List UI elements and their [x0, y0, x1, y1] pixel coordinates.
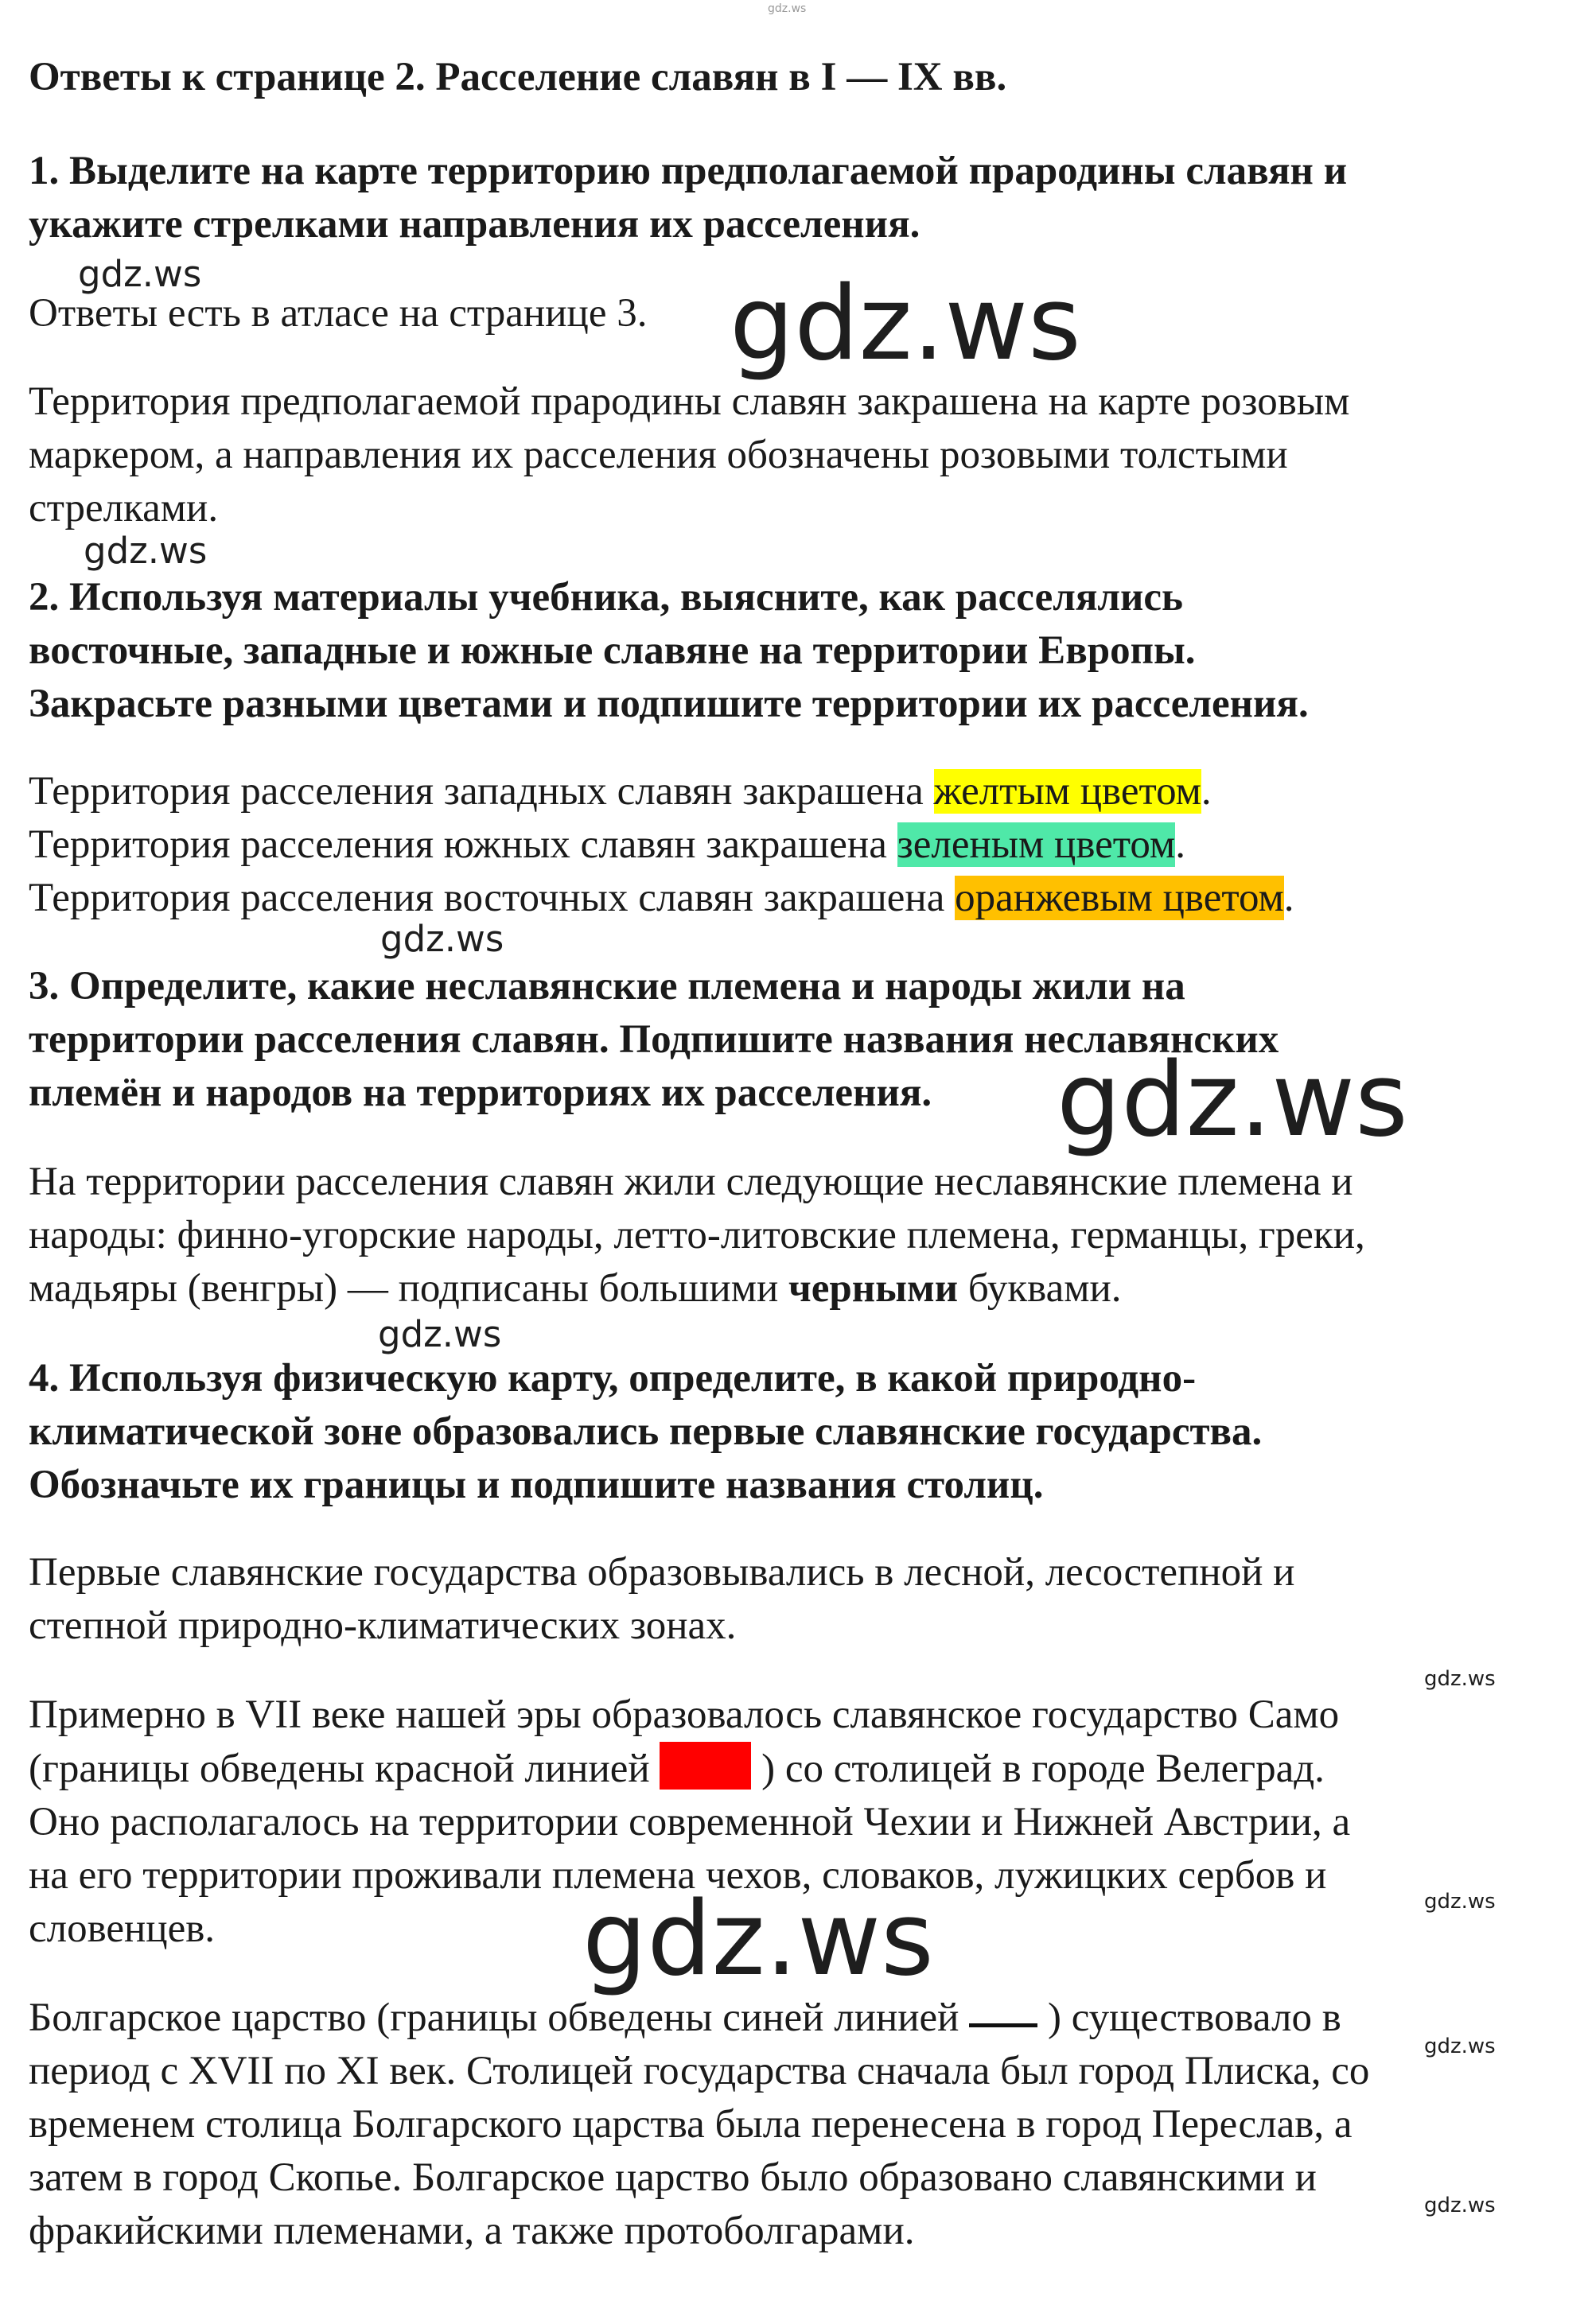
- question-2: 2. Используя материалы учебника, выясните, как расселялись восточные, западные и южные славяне на территории Европы. Закрасьте разными цветами и подпишите территории их расселения.: [29, 575, 1309, 726]
- highlight-yellow: желтым цветом: [933, 769, 1201, 814]
- question-1: 1. Выделите на карте территорию предполагаемой прародины славян и укажите стрелками направления их расселения.: [29, 149, 1348, 247]
- answer-2-south: Территория расселения южных славян закрашена зеленым цветом.: [29, 822, 1185, 867]
- answer-1-text: Территория предполагаемой прародины славян закрашена на карте розовым маркером, а направления их расселения обозначены розовыми толстыми стрелками.: [29, 379, 1350, 530]
- answer-4-zones: Первые славянские государства образовывались в лесной, лесостепной и степной природно-климатических зонах.: [29, 1550, 1295, 1648]
- watermark: gdz.ws: [1424, 2034, 1496, 2058]
- watermark: gdz.ws: [1424, 1890, 1496, 1914]
- watermark: gdz.ws: [380, 918, 504, 960]
- watermark: gdz.ws: [78, 253, 202, 295]
- blue-line-swatch: [969, 2023, 1037, 2027]
- answer-4-bulgaria: Болгарское царство (границы обведены синей линией ) существовало в период с XVII по XI век. Столицей государства сначала был город Плиска, со временем столица Болгарского царства была перенесена в город Переслав, а затем в город Скопье. Болгарское царство было образовано славянскими и фракийскими племенами, а также протоболгарами.: [29, 1996, 1370, 2253]
- highlight-green: зеленым цветом: [897, 822, 1176, 867]
- answer-4-samo: Примерно в VII веке нашей эры образовалось славянское государство Само (границы обведены красной линией ) со столицей в городе Велеград. Оно располагалось на территории современной Чехии и Нижней Австрии, а на его территории проживали племена чехов, словаков, лужицких сербов и словенцев.: [29, 1692, 1351, 1951]
- question-4: 4. Используя физическую карту, определите, в какой природно- климатической зоне образовались первые славянские государства. Обозначьте их границы и подпишите названия столиц.: [29, 1356, 1263, 1507]
- answer-2-east: Территория расселения восточных славян закрашена оранжевым цветом.: [29, 876, 1294, 920]
- watermark: gdz.ws: [378, 1313, 502, 1355]
- answer-2: [29, 765, 1564, 925]
- answer-2-west: Территория расселения западных славян закрашена желтым цветом.: [29, 769, 1212, 814]
- watermark: gdz.ws: [1057, 1041, 1408, 1160]
- question-3: 3. Определите, какие неславянские племена и народы жили на территории расселения славян. Подпишите названия неславянских племён и народов на территориях их расселения.: [29, 964, 1279, 1115]
- answer-3: На территории расселения славян жили следующие неславянские племена и народы: финно-угорские народы, летто-литовские племена, германцы, греки, мадьяры (венгры) — подписаны большими черными буквами.: [29, 1160, 1365, 1311]
- page-title: Ответы к странице 2. Расселение славян в I — IX вв.: [29, 55, 1007, 99]
- watermark-top: gdz.ws: [768, 2, 807, 15]
- watermark: gdz.ws: [1424, 2194, 1496, 2217]
- watermark: gdz.ws: [730, 265, 1081, 383]
- answer-1-atlas: Ответы есть в атласе на странице 3.: [29, 291, 648, 336]
- watermark: gdz.ws: [84, 530, 208, 572]
- highlight-orange: оранжевым цветом: [955, 876, 1284, 920]
- red-line-swatch: [660, 1742, 751, 1790]
- watermark: gdz.ws: [1424, 1667, 1496, 1691]
- watermark: gdz.ws: [582, 1880, 934, 1999]
- bold-word: черными: [788, 1266, 959, 1311]
